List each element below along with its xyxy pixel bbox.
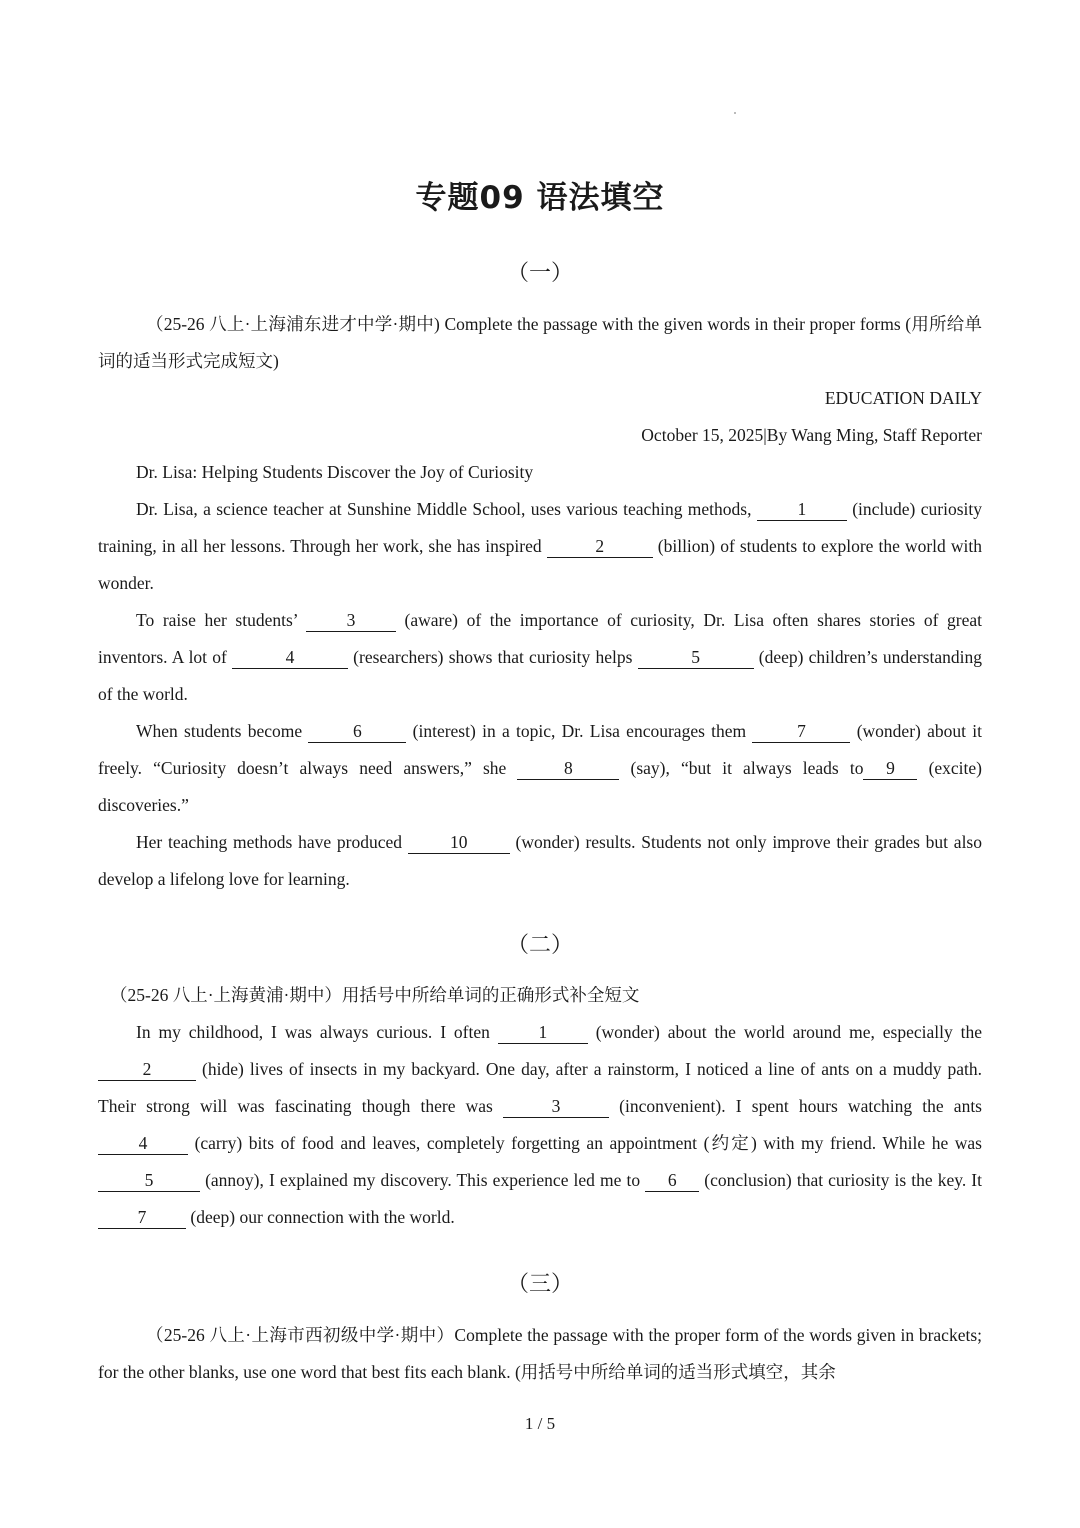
blank-2[interactable]: 2 [98, 1058, 196, 1081]
dateline: October 15, 2025|By Wang Ming, Staff Reporter [641, 425, 982, 445]
section-3-intro: （25-26 八上·上海市西初级中学·期中）Complete the passage with the proper form of the words given in brackets; for the other blanks, use one word that best fits each blank. (用括号中所给单词的适当形式填空，其余 [98, 1325, 982, 1382]
blank-3[interactable]: 3 [503, 1095, 609, 1118]
blank-4[interactable]: 4 [98, 1132, 188, 1155]
section-3-body [98, 1317, 982, 1391]
blank-10[interactable]: 10 [408, 831, 510, 854]
blank-3[interactable]: 3 [306, 609, 396, 632]
masthead: EDUCATION DAILY [824, 388, 982, 408]
blank-6[interactable]: 6 [645, 1169, 699, 1192]
section-1-body [98, 306, 982, 898]
blank-2[interactable]: 2 [547, 535, 653, 558]
blank-8[interactable]: 8 [517, 757, 619, 780]
paragraph-1: Dr. Lisa, a science teacher at Sunshine Middle School, uses various teaching methods, 1 (include) curiosity training, in all her lessons. Through her work, she has inspired 2 (billion) of students to explore the world with wonder. [98, 499, 982, 593]
section-heading-3: （三） [506, 1272, 573, 1297]
page-title: 专题09 语法填空 [415, 180, 665, 216]
paragraph-3: When students become 6 (interest) in a topic, Dr. Lisa encourages them 7 (wonder) about it freely. “Curiosity doesn’t always need answers,” she 8 (say), “but it always leads to 9 (excite) discoveries.” [98, 721, 982, 815]
scan-speck [734, 112, 736, 114]
paragraph-4: Her teaching methods have produced 10 (wonder) results. Students not only improve their grades but also develop a lifelong love for learning. [98, 832, 982, 889]
section-2-paragraph: In my childhood, I was always curious. I often 1 (wonder) about the world around me, especially the 2 (hide) lives of insects in my backyard. One day, after a rainstorm, I noticed a line of ants on a muddy path. Their strong will was fascinating though there was 3 (inconvenient). I spent hours watching the ants 4 (carry) bits of food and leaves, completely forgetting an appointment (约定) with my friend. While he was 5 (annoy), I explained my discovery. This experience led me to 6 (conclusion) that curiosity is the key. It 7 (deep) our connection with the world. [98, 1022, 983, 1227]
paragraph-2: To raise her students’ 3 (aware) of the importance of curiosity, Dr. Lisa often shares stories of great inventors. A lot of 4 (researchers) shows that curiosity helps 5 (deep) children’s understanding of the world. [98, 610, 982, 704]
page-number: 1 / 5 [524, 1414, 556, 1433]
blank-5[interactable]: 5 [98, 1169, 200, 1192]
section-heading-1: （一） [506, 261, 573, 286]
blank-6[interactable]: 6 [308, 720, 406, 743]
blank-4[interactable]: 4 [232, 646, 348, 669]
section-heading-2: （二） [506, 933, 573, 958]
section-2-intro: （25-26 八上·上海黄浦·期中）用括号中所给单词的正确形式补全短文 [110, 985, 640, 1005]
section-2-body [98, 977, 982, 1236]
blank-7[interactable]: 7 [98, 1206, 186, 1229]
blank-1[interactable]: 1 [757, 498, 847, 521]
article-headline: Dr. Lisa: Helping Students Discover the Joy of Curiosity [136, 462, 534, 482]
section-1-intro: （25-26 八上·上海浦东进才中学·期中) Complete the passage with the given words in their proper forms (用所给单词的适当形式完成短文) [98, 314, 982, 371]
blank-9[interactable]: 9 [863, 757, 917, 780]
blank-5[interactable]: 5 [638, 646, 754, 669]
blank-7[interactable]: 7 [752, 720, 850, 743]
blank-1[interactable]: 1 [498, 1021, 588, 1044]
